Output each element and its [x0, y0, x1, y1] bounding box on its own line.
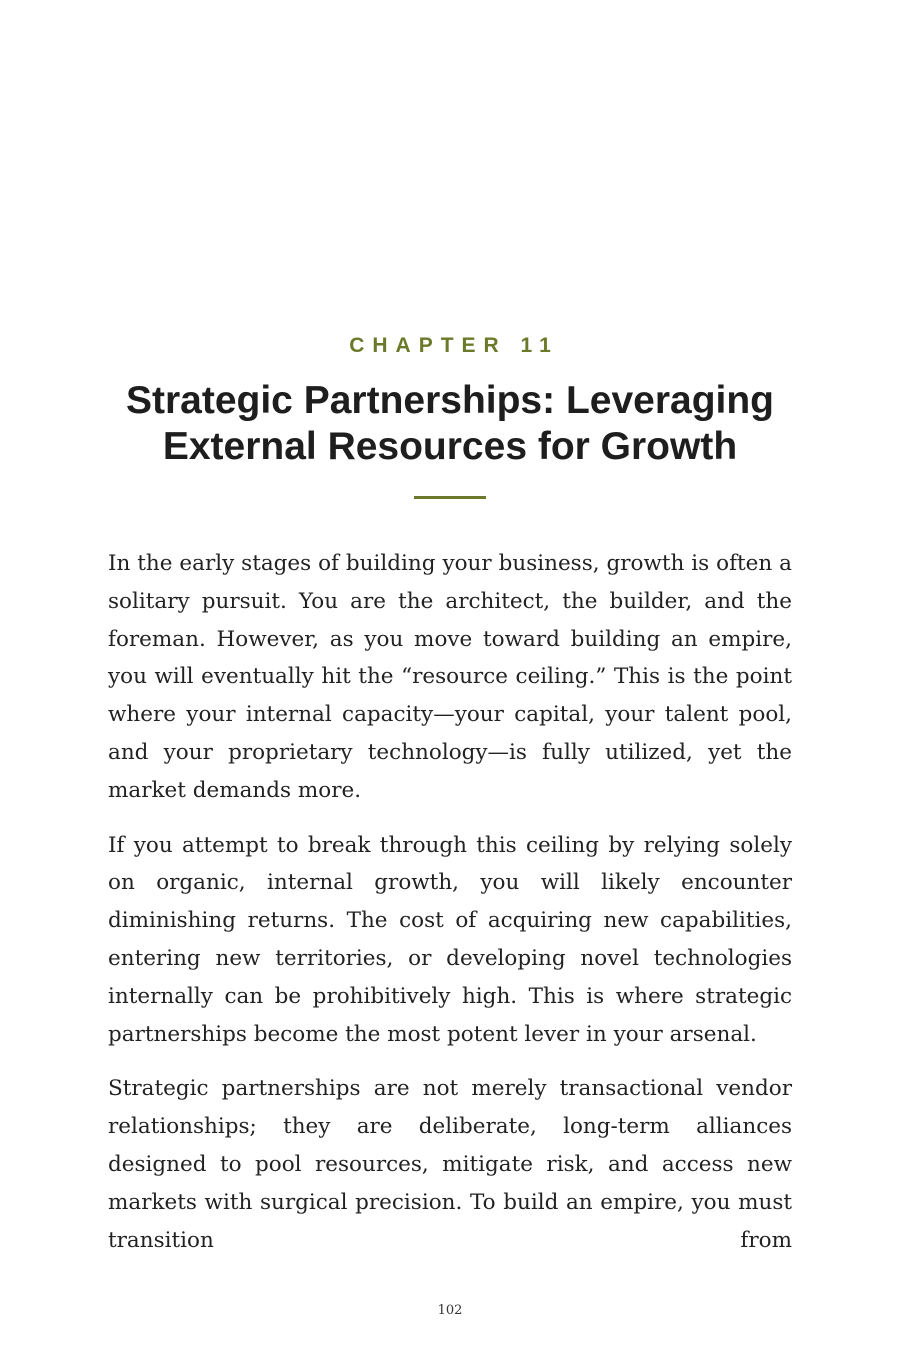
chapter-body: [108, 545, 792, 1276]
chapter-label: CHAPTER 11: [349, 334, 559, 357]
body-paragraph: In the early stages of building your business, growth is often a solitary pursuit. You are the architect, the builder, and the foreman. However, as you move toward building an empire, you will eventually hit the “resource ceiling.” This is the point where your internal capacity—your capital, your talent pool, and your proprietary technology—is fully utilized, yet the market demands more.: [108, 551, 792, 803]
body-paragraph-continued: Strategic partnerships are not merely transactional vendor relationships; they are deliberate, long-term alliances designed to pool resources, mitigate risk, and access new markets with surgical precision. To build an empire, you must transition from: [108, 1076, 792, 1253]
chapter-title: Strategic Partnerships: Leveraging External Resources for Growth: [125, 379, 775, 468]
page-number: 102: [437, 1303, 463, 1318]
body-paragraph: If you attempt to break through this ceiling by relying solely on organic, internal growth, you will likely encounter diminishing returns. The cost of acquiring new capabilities, entering new territories, or developing novel technologies internally can be prohibitively high. This is where strategic partnerships become the most potent lever in your arsenal.: [108, 832, 792, 1047]
title-divider: [414, 496, 486, 499]
